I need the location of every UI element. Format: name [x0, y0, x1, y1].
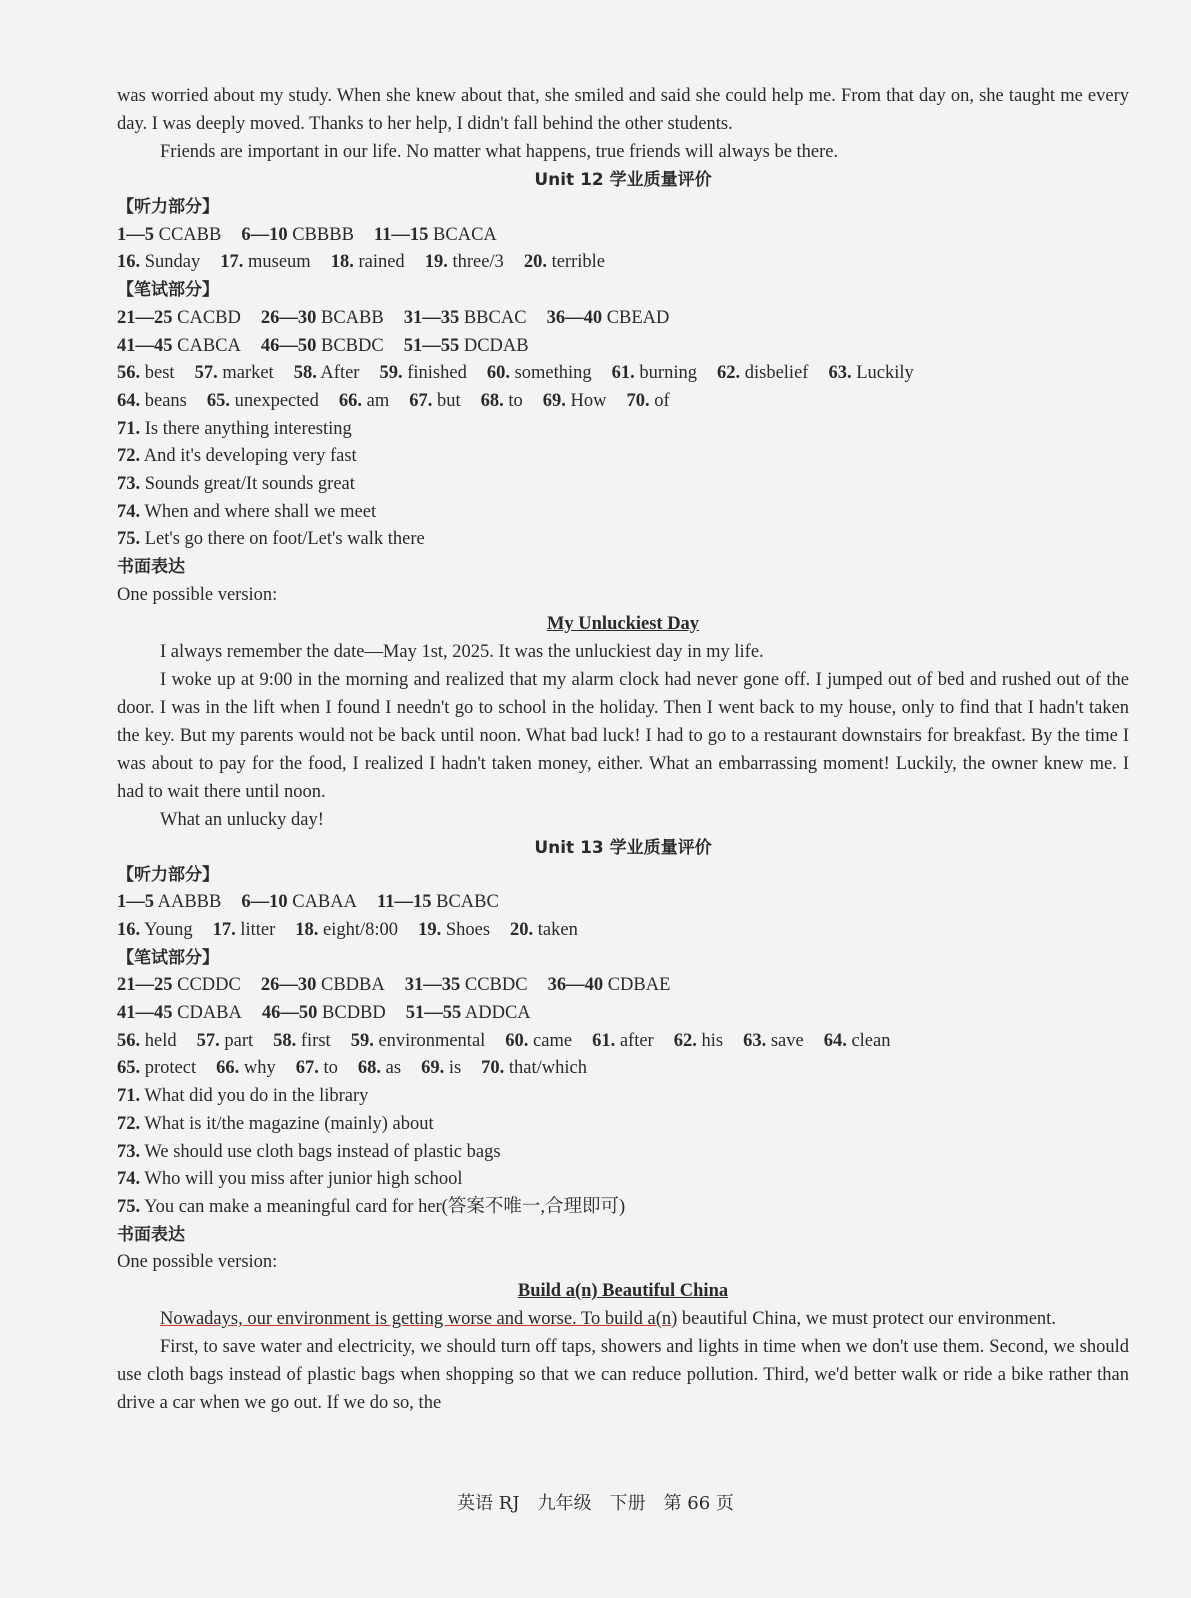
- answer-text: his: [701, 1030, 724, 1051]
- answer-text: You can make a meaningful card for her(答案不唯一,合理即可): [144, 1196, 626, 1217]
- question-number: 67.: [295, 1058, 319, 1079]
- answer-row: [117, 222, 1129, 250]
- answer-item: [547, 308, 670, 328]
- answer-text: protect: [144, 1058, 197, 1079]
- answer-text: but: [436, 390, 461, 411]
- answer-row: [117, 889, 1129, 917]
- answer-item: [481, 391, 523, 411]
- answer-item: [117, 225, 221, 245]
- answer-block: [117, 889, 1129, 944]
- answer-text: finished: [407, 363, 467, 384]
- answer-text: CABCA: [177, 335, 241, 356]
- answer-item: [405, 975, 528, 995]
- answer-item: [117, 1114, 434, 1134]
- question-number: 41—45: [117, 1003, 173, 1024]
- answer-item: [824, 1031, 891, 1051]
- answer-text: came: [533, 1030, 573, 1051]
- answer-item: [262, 1003, 386, 1023]
- answer-item: [117, 1058, 196, 1078]
- section-header: 【听力部分】: [117, 864, 219, 885]
- essay-paragraph: First, to save water and electricity, we should turn off taps, showers and lights in time when we don't use them. Second, we should use cloth bags instead of plastic bags when shopping so that we can reduce pollution. Third, we'd better walk or ride a bike rather than drive a car when we go out. If we do so, the: [117, 1337, 1129, 1414]
- section-header: 书面表达: [117, 557, 185, 578]
- answer-text: that/which: [508, 1058, 587, 1079]
- question-number: 62.: [716, 363, 741, 384]
- answer-text: CBEAD: [606, 307, 670, 328]
- answer-row: [117, 443, 1129, 471]
- answer-text: CDABA: [177, 1003, 242, 1024]
- answer-item: [117, 920, 193, 940]
- answer-text: is: [448, 1058, 462, 1079]
- answer-text: CDBAE: [607, 975, 671, 996]
- intro-paragraph: Friends are important in our life. No matter what happens, true friends will always be there.: [160, 142, 839, 162]
- question-number: 61.: [592, 1030, 616, 1051]
- answer-item: [409, 391, 460, 411]
- answer-text: When and where shall we meet: [144, 501, 377, 522]
- answer-text: part: [224, 1030, 254, 1051]
- answer-text: disbelief: [744, 363, 809, 384]
- answer-item: [627, 391, 670, 411]
- answer-item: [331, 252, 405, 272]
- question-number: 75.: [117, 529, 141, 550]
- answer-text: After: [320, 363, 360, 384]
- answer-item: [339, 391, 389, 411]
- question-number: 65.: [206, 390, 230, 411]
- answer-text: Young: [144, 919, 193, 940]
- answer-text: Is there anything interesting: [144, 418, 352, 439]
- question-number: 18.: [295, 919, 319, 940]
- answer-item: [117, 1031, 177, 1051]
- essay-paragraph: I woke up at 9:00 in the morning and realized that my alarm clock had never gone off. I jumped out of bed and rushed out of the door. I was in the lift when I found I needn't go to school in the holiday. Then I went back to my house, only to find that I hadn't taken the key. But my parents would not be back until noon. What bad luck! I had to go to a restaurant downstairs for breakfast. By the time I was about to pay for the food, I realized I hadn't taken money, either. What an embarrassing moment! Luckily, the owner knew me. I had to wait there until noon.: [117, 669, 1129, 802]
- answer-item: [207, 391, 319, 411]
- answer-text: AABBB: [157, 892, 222, 913]
- answer-item: [481, 1058, 587, 1078]
- question-number: 72.: [117, 446, 141, 467]
- question-number: 62.: [673, 1030, 697, 1051]
- question-number: 41—45: [117, 335, 173, 356]
- answer-text: BCABC: [436, 892, 499, 913]
- question-number: 63.: [743, 1030, 767, 1051]
- answer-text: after: [619, 1030, 654, 1051]
- answer-item: [117, 892, 221, 912]
- question-number: 74.: [117, 1169, 141, 1190]
- answer-item: [717, 363, 808, 383]
- question-number: 46—50: [261, 1003, 318, 1024]
- answer-text: clean: [851, 1030, 891, 1051]
- answer-item: [510, 920, 578, 940]
- version-label: One possible version:: [117, 584, 278, 605]
- answer-text: CCBDC: [464, 975, 528, 996]
- essay-title-text: Build a(n) Beautiful China: [517, 1281, 729, 1302]
- answer-text: What did you do in the library: [144, 1086, 369, 1107]
- question-number: 64.: [117, 390, 141, 411]
- section-header: 【听力部分】: [117, 197, 219, 217]
- answer-item: [117, 308, 241, 328]
- unit-title: Unit 13 学业质量评价: [534, 837, 712, 858]
- question-number: 16.: [117, 919, 141, 940]
- answer-item: [261, 975, 385, 995]
- answer-text: We should use cloth bags instead of plastic bags: [144, 1141, 501, 1162]
- answer-row: [117, 972, 1129, 1000]
- answer-text: save: [770, 1030, 804, 1051]
- question-number: 51—55: [403, 335, 460, 356]
- answer-item: [406, 1003, 531, 1023]
- question-number: 31—35: [404, 975, 461, 996]
- question-number: 72.: [117, 1113, 141, 1134]
- question-number: 69.: [421, 1058, 445, 1079]
- question-number: 68.: [480, 390, 504, 411]
- answer-item: [117, 336, 241, 356]
- answer-text: CBBBB: [292, 224, 354, 245]
- answer-text: three/3: [452, 252, 504, 273]
- answer-text: best: [144, 363, 175, 384]
- answer-text: CACBD: [177, 307, 241, 328]
- answer-item: [261, 308, 384, 328]
- answer-text: CBDBA: [321, 975, 385, 996]
- answer-item: [117, 363, 175, 383]
- answer-item: [524, 252, 605, 272]
- question-number: 20.: [510, 919, 534, 940]
- question-number: 59.: [379, 363, 403, 384]
- question-number: 26—30: [260, 307, 317, 328]
- question-number: 46—50: [260, 335, 317, 356]
- answer-item: [216, 1058, 276, 1078]
- question-number: 11—15: [377, 892, 432, 913]
- answer-row: [117, 416, 1129, 444]
- question-number: 73.: [117, 1141, 141, 1162]
- answer-row: [117, 1111, 1129, 1139]
- answer-row: [117, 1055, 1129, 1083]
- answer-row: [117, 360, 1129, 388]
- answer-item: [117, 1003, 242, 1023]
- question-number: 68.: [357, 1058, 382, 1079]
- answer-item: [351, 1031, 486, 1051]
- unit-title: Unit 12 学业质量评价: [534, 170, 712, 190]
- answer-row: [117, 1194, 1129, 1222]
- answer-text: And it's developing very fast: [143, 446, 357, 467]
- question-number: 36—40: [547, 975, 604, 996]
- answer-text: BCACA: [433, 224, 497, 245]
- answer-text: terrible: [551, 252, 605, 273]
- question-number: 16.: [117, 252, 141, 273]
- answer-item: [612, 363, 697, 383]
- question-number: 75.: [117, 1196, 141, 1217]
- answer-item: [197, 1031, 254, 1051]
- answer-item: [117, 391, 187, 411]
- question-number: 18.: [330, 252, 354, 273]
- question-number: 64.: [823, 1030, 847, 1051]
- answer-item: [195, 363, 274, 383]
- answer-text: Sunday: [144, 252, 201, 273]
- answer-text: Let's go there on foot/Let's walk there: [144, 529, 425, 550]
- answer-text: DCDAB: [463, 335, 529, 356]
- question-number: 59.: [350, 1030, 374, 1051]
- answer-row: [117, 1028, 1129, 1056]
- question-number: 26—30: [260, 975, 317, 996]
- answer-text: Sounds great/It sounds great: [144, 474, 355, 495]
- question-number: 73.: [117, 474, 141, 495]
- answer-item: [117, 252, 200, 272]
- section-header: 【笔试部分】: [117, 947, 219, 968]
- answer-item: [296, 1058, 338, 1078]
- answer-item: [543, 391, 607, 411]
- essay-paragraph: [117, 1305, 1129, 1333]
- answer-row: [117, 333, 1129, 361]
- question-number: 71.: [117, 418, 141, 439]
- answer-text: BCDBD: [322, 1003, 386, 1024]
- answer-text: Who will you miss after junior high school: [144, 1169, 463, 1190]
- answer-item: [117, 1086, 368, 1106]
- answer-text: CABAA: [292, 892, 357, 913]
- question-number: 19.: [418, 919, 442, 940]
- section-header: 书面表达: [117, 1224, 185, 1245]
- answer-text: held: [144, 1030, 177, 1051]
- answer-text: something: [514, 363, 592, 384]
- answer-text: to: [508, 390, 523, 411]
- question-number: 31—35: [403, 307, 460, 328]
- question-number: 58.: [293, 363, 317, 384]
- essay-title-text: My Unluckiest Day: [546, 613, 700, 634]
- essay-text: beautiful China, we must protect our environment.: [677, 1309, 1056, 1330]
- answer-item: [117, 1142, 501, 1162]
- question-number: 56.: [117, 1030, 141, 1051]
- answer-item: [261, 336, 384, 356]
- underlined-text: Nowadays, our environment is getting worse and worse. To build a(n): [160, 1309, 678, 1330]
- answer-text: How: [570, 390, 607, 411]
- question-number: 58.: [273, 1030, 297, 1051]
- answer-item: [421, 1058, 461, 1078]
- answer-item: [241, 225, 354, 245]
- answer-item: [213, 920, 276, 940]
- answer-text: BBCAC: [463, 307, 527, 328]
- answer-row: [117, 305, 1129, 333]
- answer-text: market: [222, 363, 274, 384]
- question-number: 17.: [220, 252, 244, 273]
- answer-row: [117, 249, 1129, 277]
- answer-block: [117, 972, 1129, 1221]
- essay-paragraph: What an unlucky day!: [160, 809, 324, 830]
- question-number: 57.: [194, 363, 218, 384]
- answer-text: of: [654, 390, 670, 411]
- answer-text: burning: [639, 363, 697, 384]
- answer-text: beans: [144, 390, 187, 411]
- essay-title: [117, 1277, 1129, 1305]
- answer-row: [117, 917, 1129, 945]
- question-number: 70.: [481, 1058, 505, 1079]
- answer-item: [379, 363, 466, 383]
- question-number: 70.: [626, 390, 650, 411]
- answer-text: as: [385, 1058, 402, 1079]
- answer-block: [117, 222, 1129, 277]
- answer-item: [743, 1031, 804, 1051]
- answer-item: [117, 1169, 462, 1189]
- page-content: [117, 82, 1129, 1417]
- answer-item: [418, 920, 490, 940]
- answer-row: [117, 1000, 1129, 1028]
- answer-text: ADDCA: [464, 1003, 531, 1024]
- answer-text: Shoes: [445, 919, 491, 940]
- answer-text: to: [323, 1058, 338, 1079]
- answer-item: [592, 1031, 654, 1051]
- question-number: 11—15: [373, 224, 429, 245]
- question-number: 6—10: [241, 892, 288, 913]
- answer-item: [674, 1031, 723, 1051]
- answer-text: eight/8:00: [323, 919, 399, 940]
- question-number: 51—55: [405, 1003, 462, 1024]
- question-number: 66.: [338, 390, 362, 411]
- answer-row: [117, 1166, 1129, 1194]
- answer-item: [828, 363, 913, 383]
- question-number: 36—40: [546, 307, 603, 328]
- answer-item: [487, 363, 592, 383]
- answer-item: [117, 1197, 625, 1217]
- answer-block: [117, 305, 1129, 554]
- page-footer: 英语 RJ 九年级 下册 第 66 页: [457, 1493, 734, 1514]
- question-number: 71.: [117, 1086, 141, 1107]
- answer-row: [117, 499, 1129, 527]
- essay-title: [117, 610, 1129, 638]
- intro-paragraph: was worried about my study. When she knew about that, she smiled and said she could help me. From that day on, she taught me every day. I was deeply moved. Thanks to her help, I didn't fall behind the other students.: [117, 86, 1129, 134]
- question-number: 61.: [611, 363, 635, 384]
- question-number: 69.: [542, 390, 566, 411]
- answer-item: [294, 363, 360, 383]
- answer-row: [117, 471, 1129, 499]
- question-number: 19.: [424, 252, 448, 273]
- answer-text: why: [243, 1058, 276, 1079]
- answer-item: [241, 892, 357, 912]
- answer-text: rained: [358, 252, 405, 273]
- answer-text: CCDDC: [177, 975, 241, 996]
- question-number: 21—25: [117, 975, 173, 996]
- answer-text: environmental: [378, 1030, 486, 1051]
- answer-item: [404, 308, 527, 328]
- question-number: 74.: [117, 501, 141, 522]
- question-number: 17.: [212, 919, 236, 940]
- question-number: 56.: [117, 363, 141, 384]
- answer-item: [295, 920, 398, 940]
- question-number: 60.: [505, 1030, 529, 1051]
- essay-paragraph: I always remember the date—May 1st, 2025. It was the unluckiest day in my life.: [160, 641, 764, 662]
- section-header: 【笔试部分】: [117, 280, 219, 301]
- question-number: 20.: [523, 252, 547, 273]
- answer-text: museum: [248, 252, 311, 273]
- answer-item: [377, 892, 499, 912]
- answer-item: [117, 529, 425, 549]
- question-number: 21—25: [117, 307, 173, 328]
- answer-text: What is it/the magazine (mainly) about: [144, 1113, 434, 1134]
- version-label: One possible version:: [117, 1252, 278, 1273]
- answer-row: [117, 388, 1129, 416]
- answer-row: [117, 1139, 1129, 1167]
- question-number: 65.: [117, 1058, 141, 1079]
- answer-item: [117, 975, 241, 995]
- question-number: 1—5: [117, 892, 154, 913]
- question-number: 57.: [196, 1030, 220, 1051]
- answer-item: [374, 225, 497, 245]
- answer-item: [117, 419, 352, 439]
- answer-text: am: [366, 390, 390, 411]
- question-number: 63.: [828, 363, 852, 384]
- question-number: 1—5: [117, 224, 154, 245]
- answer-item: [220, 252, 310, 272]
- answer-item: [505, 1031, 572, 1051]
- answer-item: [404, 336, 529, 356]
- answer-text: litter: [240, 919, 276, 940]
- answer-text: CCABB: [158, 224, 222, 245]
- answer-row: [117, 1083, 1129, 1111]
- answer-text: first: [300, 1030, 331, 1051]
- answer-text: BCBDC: [321, 335, 384, 356]
- question-number: 67.: [409, 390, 433, 411]
- answer-text: taken: [537, 919, 578, 940]
- answer-text: Luckily: [856, 363, 914, 384]
- answer-item: [117, 502, 376, 522]
- answer-item: [273, 1031, 331, 1051]
- answer-item: [548, 975, 671, 995]
- answer-text: unexpected: [234, 390, 319, 411]
- answer-row: [117, 526, 1129, 554]
- question-number: 66.: [216, 1058, 240, 1079]
- answer-item: [117, 474, 355, 494]
- question-number: 60.: [486, 363, 510, 384]
- question-number: 6—10: [241, 224, 288, 245]
- answer-text: BCABB: [321, 307, 384, 328]
- answer-item: [425, 252, 504, 272]
- answer-item: [358, 1058, 401, 1078]
- answer-item: [117, 446, 357, 466]
